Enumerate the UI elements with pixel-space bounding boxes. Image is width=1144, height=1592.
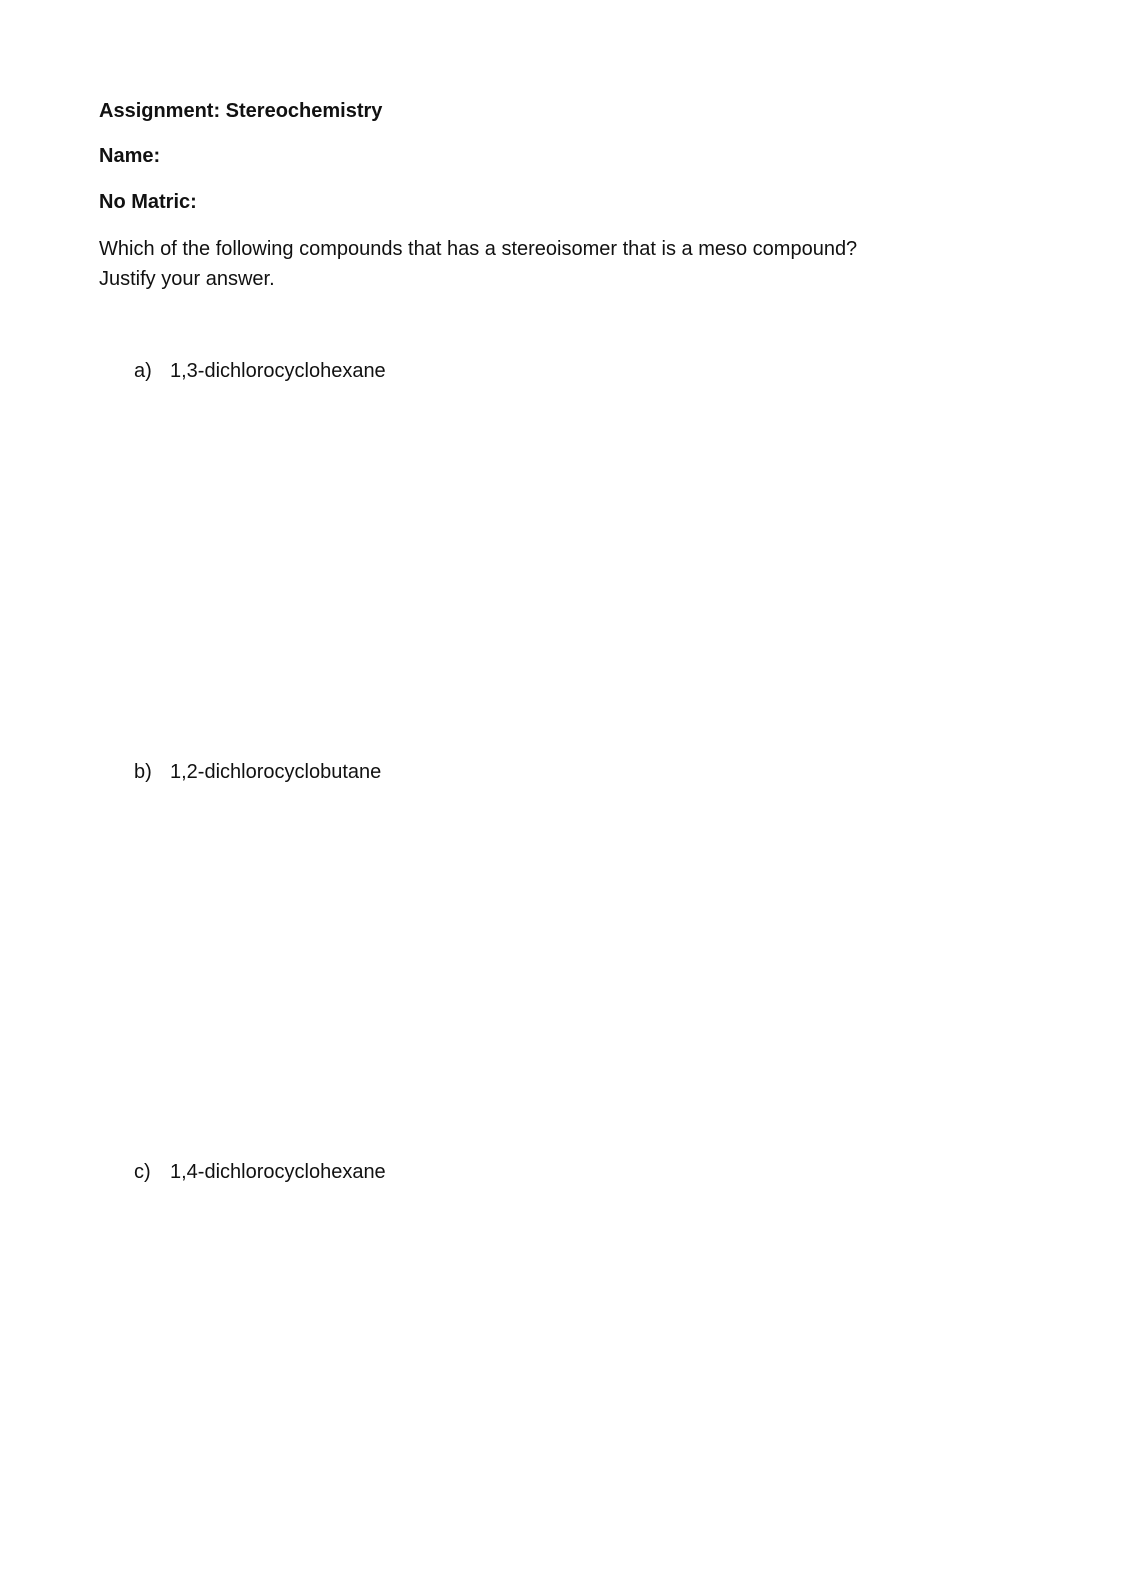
option-a-text: 1,3-dichlorocyclohexane <box>170 360 386 382</box>
question-text <box>99 234 999 294</box>
option-b <box>134 760 381 784</box>
matric-label: No Matric: <box>99 191 197 213</box>
question-line-2: Justify your answer. <box>99 268 275 290</box>
option-b-text: 1,2-dichlorocyclobutane <box>170 761 382 783</box>
question-line-1: Which of the following compounds that has a stereoisomer that is a meso compound? <box>99 238 858 260</box>
option-c <box>134 1160 386 1184</box>
option-c-text: 1,4-dichlorocyclohexane <box>170 1161 386 1183</box>
option-a-marker: a) <box>134 360 152 382</box>
assignment-title: Assignment: Stereochemistry <box>99 100 383 122</box>
name-label: Name: <box>99 145 161 167</box>
option-a <box>134 359 386 383</box>
option-c-marker: c) <box>134 1161 151 1183</box>
option-b-marker: b) <box>134 761 152 783</box>
